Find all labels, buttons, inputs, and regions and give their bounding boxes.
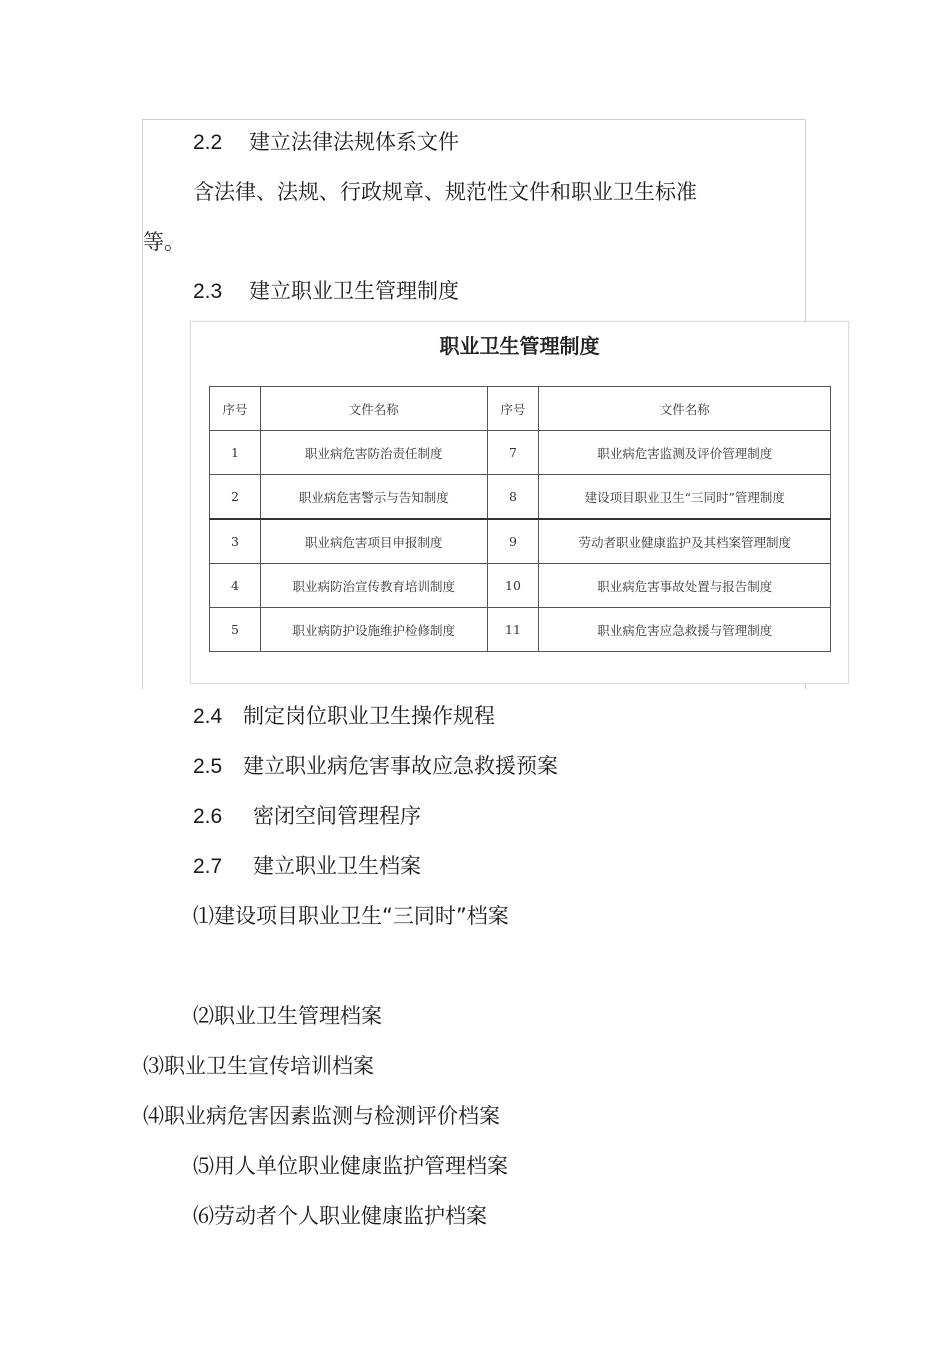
section-2-2-body-line-1: 含法律、法规、行政规章、规范性文件和职业卫生标准: [193, 180, 697, 204]
section-2-5-heading: [193, 752, 558, 781]
table-row: [210, 519, 831, 564]
archive-item-6: ⑹劳动者个人职业健康监护档案: [193, 1204, 487, 1228]
table-cell: 职业病防护设施维护检修制度: [260, 608, 487, 652]
archive-item-5: ⑸用人单位职业健康监护管理档案: [193, 1154, 508, 1178]
table-cell: 职业病危害项目申报制度: [260, 519, 487, 564]
header-cell: 序号: [210, 387, 261, 431]
table-cell: 3: [210, 519, 261, 564]
header-cell: 序号: [487, 387, 539, 431]
archive-item-2: ⑵职业卫生管理档案: [193, 1004, 382, 1028]
header-cell: 文件名称: [260, 387, 487, 431]
section-2-7-heading: [193, 852, 421, 881]
table-cell: 职业病危害监测及评价管理制度: [539, 431, 831, 475]
table-cell: 8: [487, 475, 539, 520]
table-cell: 职业病防治宣传教育培训制度: [260, 564, 487, 608]
table-cell: 职业病危害防治责任制度: [260, 431, 487, 475]
table-cell: 劳动者职业健康监护及其档案管理制度: [539, 519, 831, 564]
section-2-3-heading: [193, 277, 459, 306]
table-row: [210, 431, 831, 475]
regulation-table-image: [190, 321, 849, 684]
table-row: [210, 564, 831, 608]
table-cell: 7: [487, 431, 539, 475]
table-header-row: [210, 387, 831, 431]
table-cell: 5: [210, 608, 261, 652]
section-2-2-heading: [193, 128, 459, 157]
section-title: 建立职业卫生档案: [253, 854, 421, 878]
table-cell: 4: [210, 564, 261, 608]
section-2-2-body-line-2: 等。: [143, 230, 185, 254]
table-row: [210, 608, 831, 652]
table-cell: 9: [487, 519, 539, 564]
archive-item-3: ⑶职业卫生宣传培训档案: [143, 1054, 374, 1078]
header-cell: 文件名称: [539, 387, 831, 431]
section-number: 2.7: [193, 855, 223, 878]
table-title: 职业卫生管理制度: [439, 334, 600, 358]
section-number: 2.2: [193, 131, 223, 154]
section-2-6-heading: [193, 802, 421, 831]
regulation-table: [209, 386, 831, 652]
table-cell: 职业病危害应急救援与管理制度: [539, 608, 831, 652]
section-title: 建立职业卫生管理制度: [249, 279, 459, 303]
archive-item-4: ⑷职业病危害因素监测与检测评价档案: [143, 1104, 500, 1128]
table-cell: 职业病危害警示与告知制度: [260, 475, 487, 520]
section-title: 建立职业病危害事故应急救援预案: [243, 754, 558, 778]
table-cell: 1: [210, 431, 261, 475]
table-row: [210, 475, 831, 520]
section-title: 制定岗位职业卫生操作规程: [243, 704, 495, 728]
table-cell: 职业病危害事故处置与报告制度: [539, 564, 831, 608]
section-title: 建立法律法规体系文件: [249, 130, 459, 154]
section-number: 2.5: [193, 755, 223, 778]
section-number: 2.4: [193, 705, 223, 728]
section-number: 2.6: [193, 805, 223, 828]
section-title: 密闭空间管理程序: [253, 804, 421, 828]
archive-item-1: ⑴建设项目职业卫生“三同时”档案: [193, 904, 509, 928]
section-number: 2.3: [193, 280, 223, 303]
table-cell: 建设项目职业卫生“三同时”管理制度: [539, 475, 831, 520]
table-cell: 10: [487, 564, 539, 608]
table-cell: 11: [487, 608, 539, 652]
table-cell: 2: [210, 475, 261, 520]
section-2-4-heading: [193, 702, 495, 731]
